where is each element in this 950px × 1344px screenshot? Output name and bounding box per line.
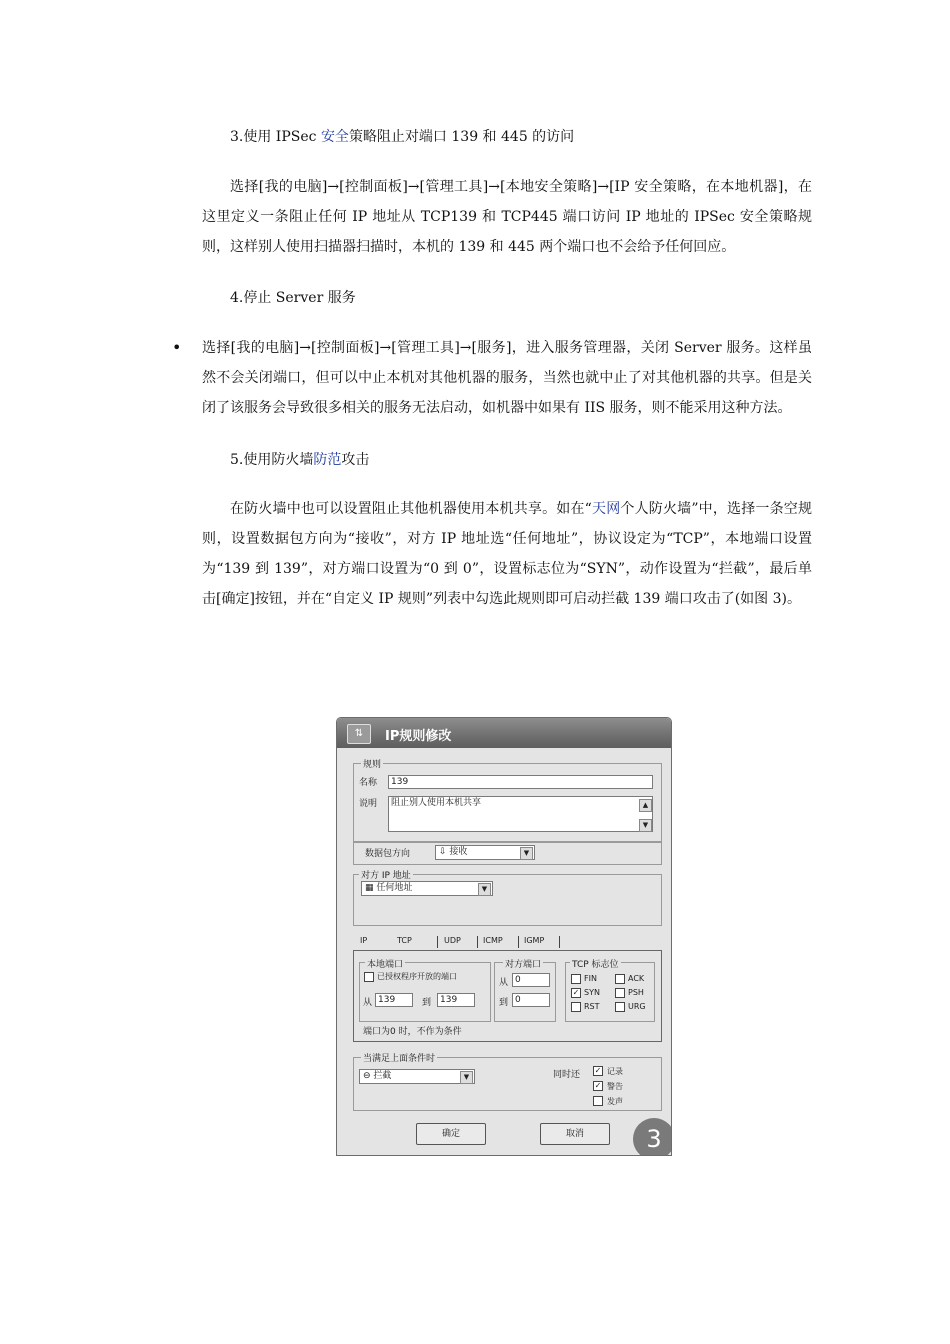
direction-label: 数据包方向	[365, 849, 411, 859]
firewall-icon: ⇅	[347, 724, 371, 744]
section-5-body	[202, 494, 812, 614]
action-value: 拦截	[373, 1071, 392, 1081]
action-select[interactable]	[359, 1069, 475, 1084]
chevron-down-icon: ▼	[478, 883, 491, 896]
authorized-ports-checkbox[interactable]	[364, 972, 374, 982]
remote-from-label: 从	[499, 978, 509, 988]
local-to-label: 到	[422, 998, 432, 1008]
dialog-title: IP规则修改	[385, 729, 452, 744]
bullet-point: •	[172, 338, 182, 357]
body-text: 在防火墙中也可以设置阻止其他机器使用本机共享。如在“	[230, 501, 592, 517]
flag-syn-label: SYN	[584, 988, 600, 997]
remote-from-input[interactable]: 0	[512, 973, 550, 987]
remote-ip-select[interactable]	[361, 881, 493, 896]
also-label: 同时还	[553, 1070, 581, 1080]
heading-link[interactable]: 安全	[320, 129, 349, 145]
log-checkbox[interactable]: ✓	[594, 1066, 602, 1075]
flag-urg-checkbox[interactable]	[615, 1002, 625, 1012]
description-label: 说明	[359, 799, 378, 809]
block-icon: ⊖	[363, 1071, 371, 1081]
name-input[interactable]: 139	[388, 775, 653, 789]
section-5-heading	[230, 450, 369, 470]
condition-group-label: 当满足上面条件时	[361, 1051, 437, 1064]
remote-ip-value: 任何地址	[376, 883, 413, 893]
authorized-ports-label: 已授权程序开放的端口	[377, 972, 457, 981]
remote-ip-group-label: 对方 IP 地址	[359, 868, 413, 881]
tab-udp[interactable]: UDP	[444, 936, 461, 945]
flag-rst-checkbox[interactable]	[571, 1002, 581, 1012]
tcp-flags-group-label: TCP 标志位	[570, 957, 621, 970]
warn-label: 警告	[607, 1082, 623, 1091]
local-port-group-label: 本地端口	[365, 957, 405, 970]
dialog-titlebar	[337, 718, 671, 748]
flag-urg-label: URG	[628, 1002, 646, 1011]
flag-psh-checkbox[interactable]	[615, 988, 625, 998]
name-label: 名称	[359, 778, 378, 788]
description-input[interactable]: 阻止别人使用本机共享	[388, 796, 653, 832]
chevron-down-icon: ▼	[460, 1071, 473, 1084]
flag-fin-checkbox[interactable]	[571, 974, 581, 984]
flag-rst-label: RST	[584, 1002, 600, 1011]
heading-text: 3.使用 IPSec	[230, 129, 321, 145]
sound-checkbox[interactable]	[593, 1096, 603, 1106]
section-3-body: 选择[我的电脑]→[控制面板]→[管理工具]→[本地安全策略]→[IP 安全策略，在本地机器]，在这里定义一条阻止任何 IP 地址从 TCP139 和 TCP445 端口访问 IP 地址的 IPSec 安全策略规则，这样别人使用扫描器扫描时，本机的 139 和 445 两个端口也不会给予任何回应。	[202, 179, 812, 255]
flag-ack-checkbox[interactable]	[615, 974, 625, 984]
download-icon: ⇩	[439, 847, 447, 857]
section-3-heading	[230, 127, 574, 147]
ip-rule-dialog-figure	[336, 717, 672, 1156]
sound-label: 发声	[607, 1097, 623, 1106]
cancel-button[interactable]: 取消	[540, 1123, 610, 1145]
heading-link[interactable]: 防范	[313, 452, 342, 468]
direction-value: 接收	[449, 847, 468, 857]
scroll-down-icon[interactable]: ▼	[639, 819, 652, 832]
remote-port-group	[494, 962, 556, 1022]
port-note: 端口为0 时，不作为条件	[363, 1027, 462, 1037]
body-text: 个人防火墙”中，选择一条空规则，设置数据包方向为“接收”，对方 IP 地址选“任何地址”，协议设定为“TCP”，本地端口设置为“139 到 139”，对方端口设置为“0 到 0”，设置标志位为“SYN”，动作设置为“拦截”，最后单击[确定]按钮，并在“自定义 IP 规则”列表中勾选此规则即可启动拦截 139 端口攻击了(如图 3)。	[202, 501, 812, 607]
chevron-down-icon: ▼	[520, 847, 533, 860]
rule-group-label: 规则	[361, 757, 383, 770]
flag-fin-label: FIN	[584, 974, 597, 983]
heading-text: 攻击	[341, 452, 370, 468]
local-to-input[interactable]: 139	[437, 993, 475, 1007]
tab-separator	[559, 936, 560, 948]
heading-text: 策略阻止对端口 139 和 445 的访问	[348, 129, 575, 145]
direction-select[interactable]	[435, 845, 535, 860]
ok-button[interactable]: 确定	[416, 1123, 486, 1145]
tab-separator	[477, 936, 478, 948]
tab-icmp[interactable]: ICMP	[483, 936, 503, 945]
remote-port-group-label: 对方端口	[503, 957, 543, 970]
tab-tcp[interactable]: TCP	[397, 936, 412, 945]
flag-syn-checkbox[interactable]: ✓	[572, 988, 580, 997]
section-4-heading: 4.停止 Server 服务	[230, 290, 356, 306]
remote-to-label: 到	[499, 998, 509, 1008]
warn-checkbox[interactable]: ✓	[594, 1081, 602, 1090]
remote-to-input[interactable]: 0	[512, 993, 550, 1007]
heading-text: 5.使用防火墙	[230, 452, 314, 468]
figure-number-badge: 3	[633, 1118, 672, 1156]
tab-igmp[interactable]: IGMP	[524, 936, 545, 945]
tab-ip[interactable]: IP	[360, 936, 368, 945]
section-4-body: 选择[我的电脑]→[控制面板]→[管理工具]→[服务]，进入服务管理器，关闭 Server 服务。这样虽然不会关闭端口，但可以中止本机对其他机器的服务，当然也就中止了对其他机器的共享。但是关闭了该服务会导致很多相关的服务无法启动，如机器中如果有 IIS 服务，则不能采用这种方法。	[202, 340, 812, 416]
tab-separator	[437, 936, 438, 948]
network-icon: ▦	[365, 883, 374, 893]
scroll-up-icon[interactable]: ▲	[639, 799, 652, 812]
local-from-input[interactable]: 139	[375, 993, 413, 1007]
flag-ack-label: ACK	[628, 974, 645, 983]
flag-psh-label: PSH	[628, 988, 644, 997]
tab-separator	[518, 936, 519, 948]
body-link[interactable]: 天网	[591, 501, 621, 517]
local-from-label: 从	[363, 998, 373, 1008]
log-label: 记录	[607, 1067, 623, 1076]
